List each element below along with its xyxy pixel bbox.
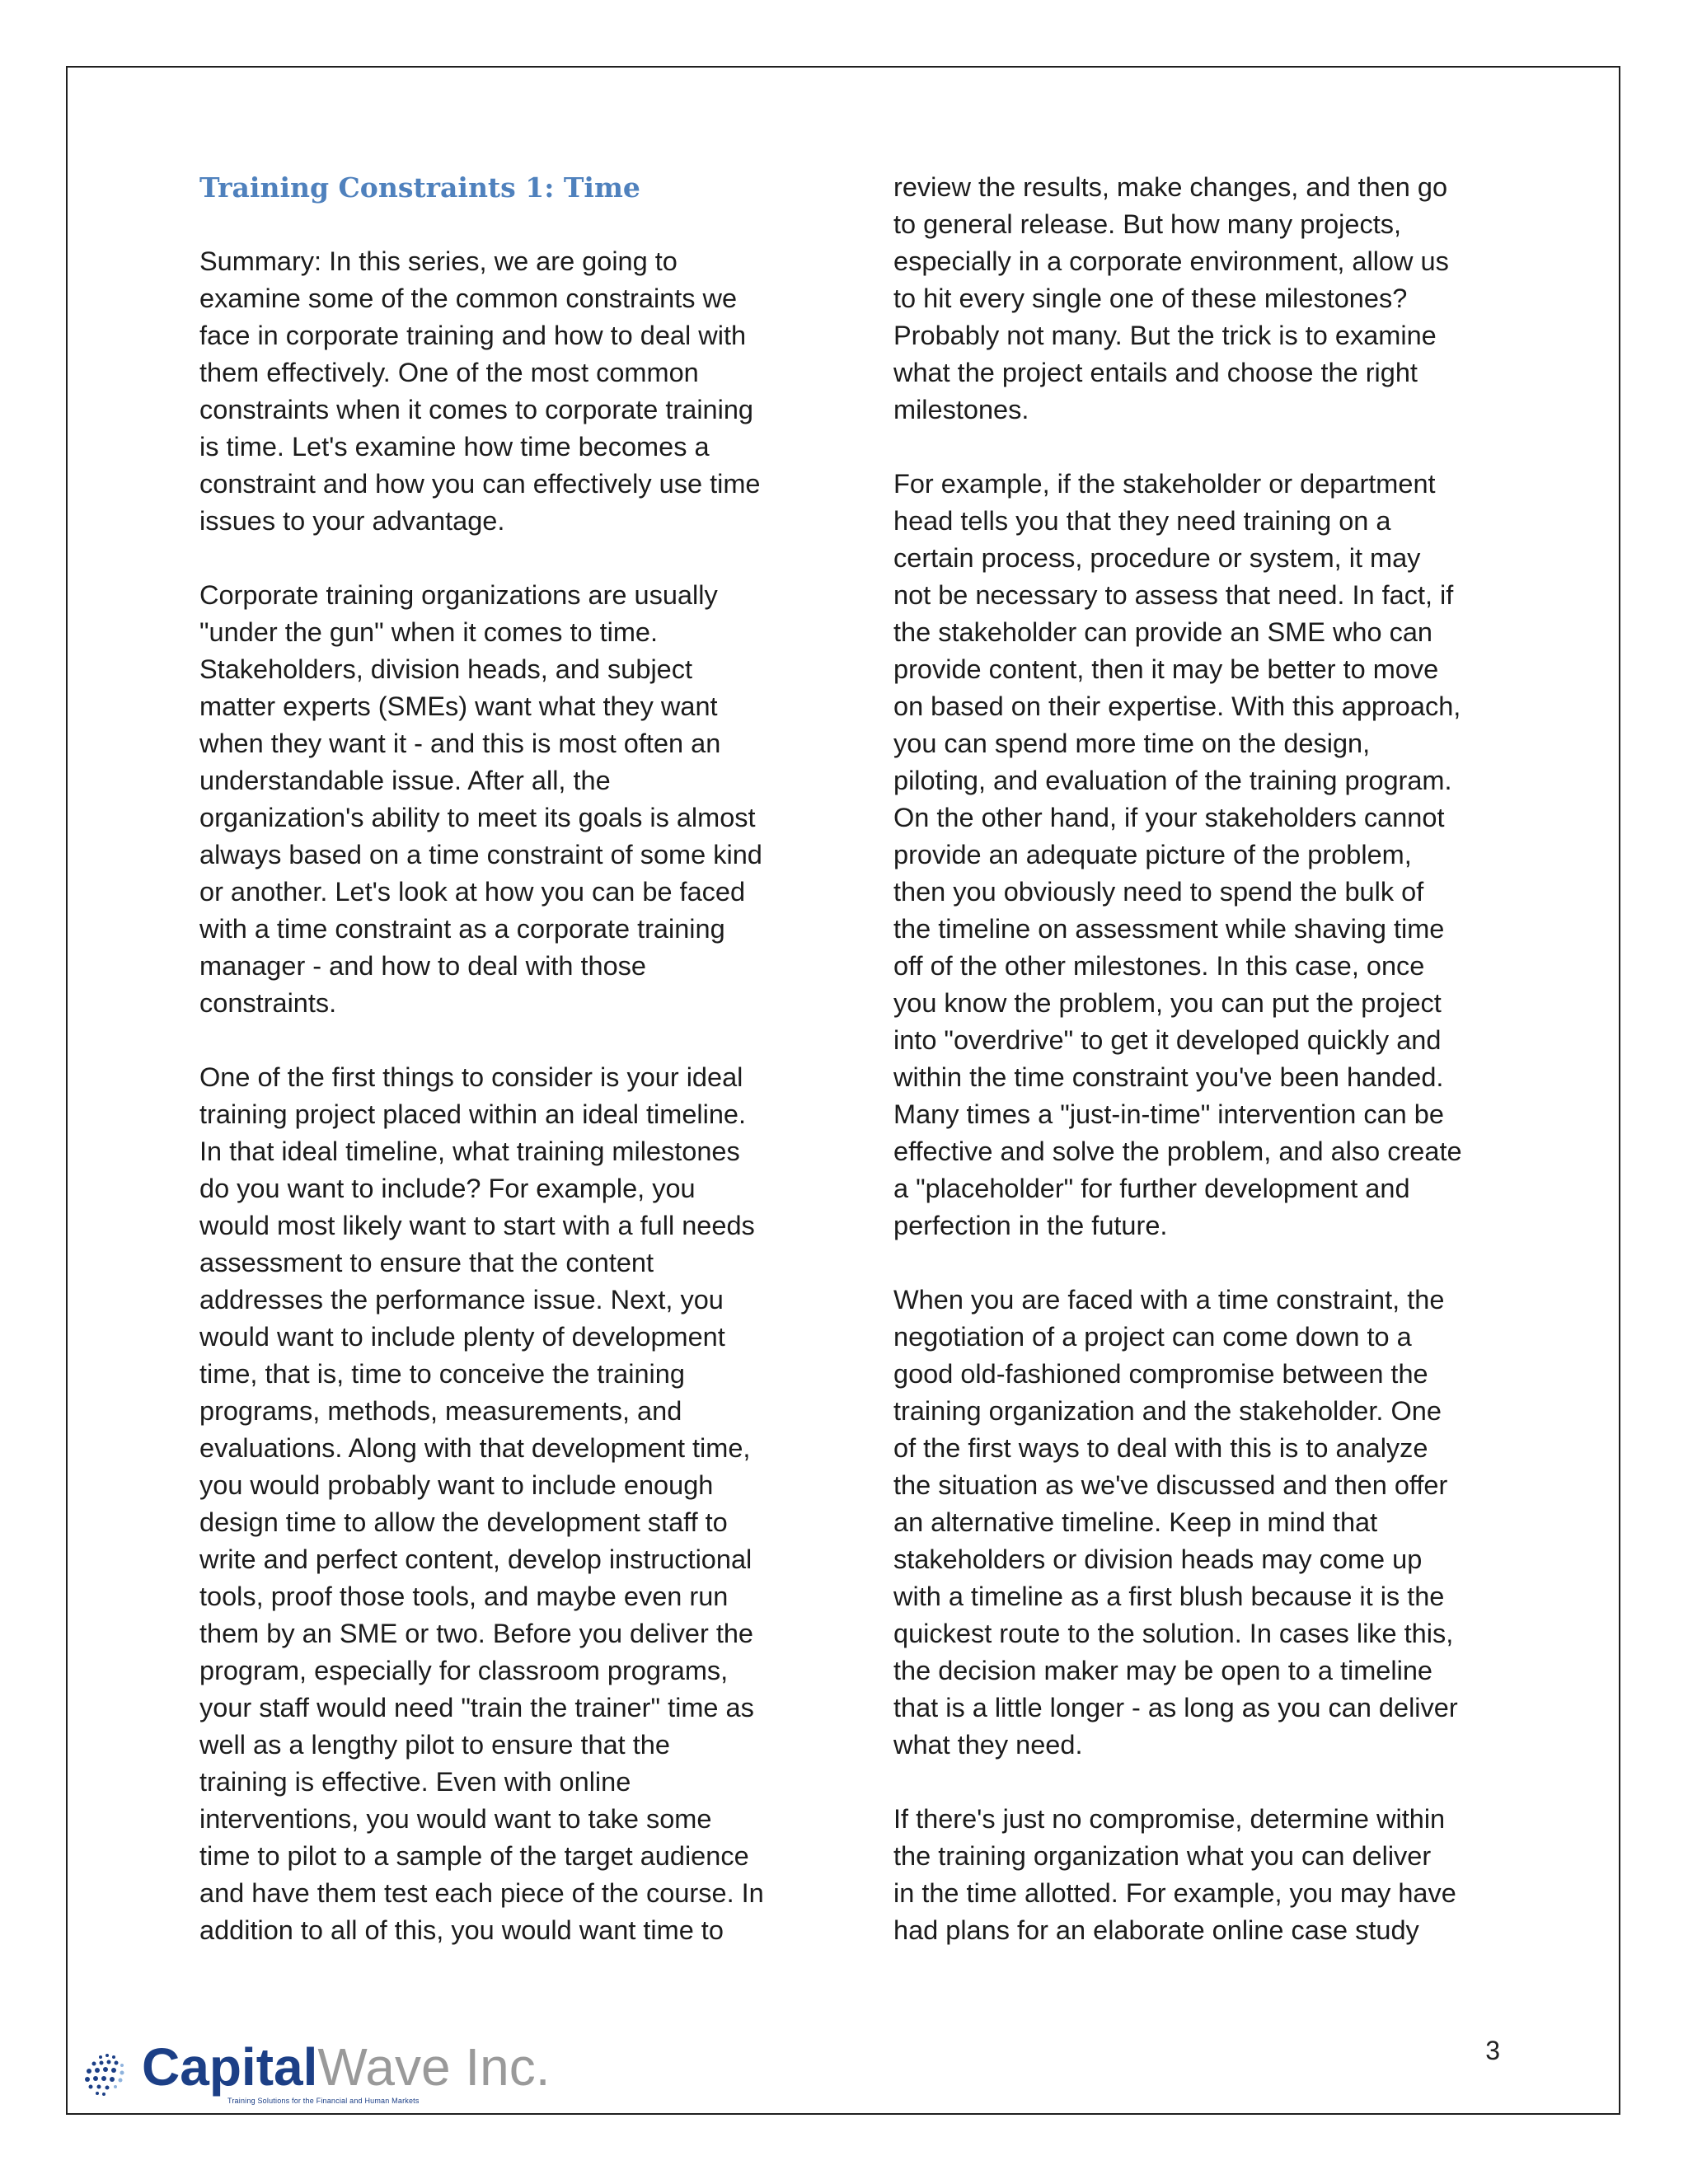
text-line: when they want it - and this is most often an <box>199 729 721 758</box>
text-line: negotiation of a project can come down to a <box>893 1322 1412 1352</box>
text-line: and have them test each piece of the course. In <box>199 1878 764 1908</box>
paragraph <box>893 1801 1503 1949</box>
text-line: especially in a corporate environment, allow us <box>893 246 1449 276</box>
text-line: quickest route to the solution. In cases like this, <box>893 1619 1454 1648</box>
logo-word-wave: Wave Inc. <box>317 2037 551 2097</box>
text-line: When you are faced with a time constraint, the <box>893 1285 1445 1315</box>
text-line: your staff would need "train the trainer" time as <box>199 1693 754 1722</box>
text-line: For example, if the stakeholder or department <box>893 469 1436 499</box>
text-line: off of the other milestones. In this case, once <box>893 951 1425 981</box>
text-line: Stakeholders, division heads, and subject <box>199 654 693 684</box>
right-column <box>893 169 1503 1986</box>
text-line: you can spend more time on the design, <box>893 729 1371 758</box>
text-line: well as a lengthy pilot to ensure that the <box>199 1730 670 1760</box>
text-line: the decision maker may be open to a timeline <box>893 1656 1432 1685</box>
text-line: on based on their expertise. With this approach, <box>893 691 1461 721</box>
text-line: you would probably want to include enough <box>199 1470 714 1500</box>
text-line: that is a little longer - as long as you can deliver <box>893 1693 1458 1722</box>
text-line: training project placed within an ideal timeline. <box>199 1099 747 1129</box>
text-line: provide an adequate picture of the problem, <box>893 840 1412 869</box>
text-line: would want to include plenty of development <box>199 1322 725 1352</box>
text-line: time to pilot to a sample of the target audience <box>199 1841 749 1871</box>
text-line: with a time constraint as a corporate training <box>199 914 725 944</box>
logo-word-capital: Capital <box>142 2037 318 2097</box>
text-line: within the time constraint you've been handed. <box>893 1062 1444 1092</box>
globe-icon <box>76 2046 140 2098</box>
text-line: In that ideal timeline, what training milestones <box>199 1137 740 1166</box>
text-line: On the other hand, if your stakeholders cannot <box>893 803 1445 832</box>
text-line: of the first ways to deal with this is to analyze <box>893 1433 1428 1463</box>
paragraph <box>199 243 809 540</box>
text-line: constraints. <box>199 988 337 1018</box>
text-line: is time. Let's examine how time becomes a <box>199 432 710 462</box>
text-line: programs, methods, measurements, and <box>199 1396 682 1426</box>
left-column <box>199 169 809 1986</box>
text-line: review the results, make changes, and then go <box>893 172 1448 202</box>
text-line: milestones. <box>893 395 1029 424</box>
text-line: to hit every single one of these milestones? <box>893 284 1408 313</box>
text-line: them by an SME or two. Before you deliver the <box>199 1619 753 1648</box>
text-line: with a timeline as a first blush because it is the <box>893 1582 1445 1611</box>
text-line: head tells you that they need training on a <box>893 506 1391 536</box>
text-line: would most likely want to start with a full needs <box>199 1211 755 1240</box>
paragraph <box>893 169 1503 429</box>
text-line: Probably not many. But the trick is to examine <box>893 321 1437 350</box>
text-line: perfection in the future. <box>893 1211 1168 1240</box>
text-line: the training organization what you can deliver <box>893 1841 1432 1871</box>
text-line: certain process, procedure or system, it may <box>893 543 1421 573</box>
left-column-body <box>199 243 809 1949</box>
text-line: constraint and how you can effectively use time <box>199 469 761 499</box>
right-column-body <box>893 169 1503 1949</box>
text-line: interventions, you would want to take some <box>199 1804 712 1834</box>
page-number: 3 <box>1485 2036 1500 2065</box>
text-line: Many times a "just-in-time" intervention can be <box>893 1099 1444 1129</box>
text-line: face in corporate training and how to deal with <box>199 321 747 350</box>
text-line: matter experts (SMEs) want what they want <box>199 691 718 721</box>
paragraph <box>893 466 1503 1244</box>
text-line: tools, proof those tools, and maybe even run <box>199 1582 729 1611</box>
text-line: piloting, and evaluation of the training program. <box>893 766 1452 795</box>
company-logo <box>76 2037 587 2108</box>
text-line: an alternative timeline. Keep in mind that <box>893 1507 1378 1537</box>
text-line: the stakeholder can provide an SME who can <box>893 617 1432 647</box>
text-line: If there's just no compromise, determine within <box>893 1804 1446 1834</box>
text-line: manager - and how to deal with those <box>199 951 646 981</box>
text-line: program, especially for classroom programs, <box>199 1656 729 1685</box>
text-line: time, that is, time to conceive the training <box>199 1359 685 1389</box>
text-line: not be necessary to assess that need. In fact, if <box>893 580 1454 610</box>
text-line: good old-fashioned compromise between the <box>893 1359 1428 1389</box>
text-line: design time to allow the development staff to <box>199 1507 728 1537</box>
text-line: always based on a time constraint of some kind <box>199 840 762 869</box>
paragraph <box>199 1059 809 1949</box>
text-line: or another. Let's look at how you can be faced <box>199 877 746 907</box>
text-line: Corporate training organizations are usually <box>199 580 718 610</box>
text-line: constraints when it comes to corporate training <box>199 395 753 424</box>
article-title: Training Constraints 1: Time <box>199 171 640 204</box>
text-line: addresses the performance issue. Next, you <box>199 1285 724 1315</box>
text-line: the timeline on assessment while shaving time <box>893 914 1445 944</box>
text-line: stakeholders or division heads may come up <box>893 1544 1423 1574</box>
paragraph <box>199 577 809 1022</box>
text-line: what they need. <box>893 1730 1083 1760</box>
text-line: in the time allotted. For example, you may have <box>893 1878 1456 1908</box>
text-line: assessment to ensure that the content <box>199 1248 654 1277</box>
text-line: provide content, then it may be better to move <box>893 654 1439 684</box>
text-line: "under the gun" when it comes to time. <box>199 617 659 647</box>
text-line: you know the problem, you can put the project <box>893 988 1442 1018</box>
text-line: them effectively. One of the most common <box>199 358 699 387</box>
text-line: organization's ability to meet its goals is almost <box>199 803 756 832</box>
paragraph <box>893 1282 1503 1764</box>
text-line: a "placeholder" for further development and <box>893 1174 1410 1203</box>
text-line: Summary: In this series, we are going to <box>199 246 678 276</box>
logo-tagline: Training Solutions for the Financial and Human Markets <box>227 2097 420 2105</box>
text-line: addition to all of this, you would want time to <box>199 1915 724 1945</box>
text-line: to general release. But how many projects, <box>893 209 1402 239</box>
text-line: understandable issue. After all, the <box>199 766 611 795</box>
text-line: One of the first things to consider is your ideal <box>199 1062 743 1092</box>
logo-wordmark <box>142 2037 551 2097</box>
text-line: training is effective. Even with online <box>199 1767 631 1797</box>
text-line: examine some of the common constraints we <box>199 284 738 313</box>
text-line: write and perfect content, develop instructional <box>199 1544 753 1574</box>
text-line: issues to your advantage. <box>199 506 505 536</box>
text-line: the situation as we've discussed and then offer <box>893 1470 1448 1500</box>
text-line: had plans for an elaborate online case study <box>893 1915 1419 1945</box>
text-line: then you obviously need to spend the bulk of <box>893 877 1424 907</box>
text-line: training organization and the stakeholder. One <box>893 1396 1442 1426</box>
text-line: do you want to include? For example, you <box>199 1174 696 1203</box>
text-line: evaluations. Along with that development time, <box>199 1433 751 1463</box>
text-line: into "overdrive" to get it developed quickly and <box>893 1025 1442 1055</box>
text-line: what the project entails and choose the right <box>893 358 1418 387</box>
text-line: effective and solve the problem, and also create <box>893 1137 1462 1166</box>
